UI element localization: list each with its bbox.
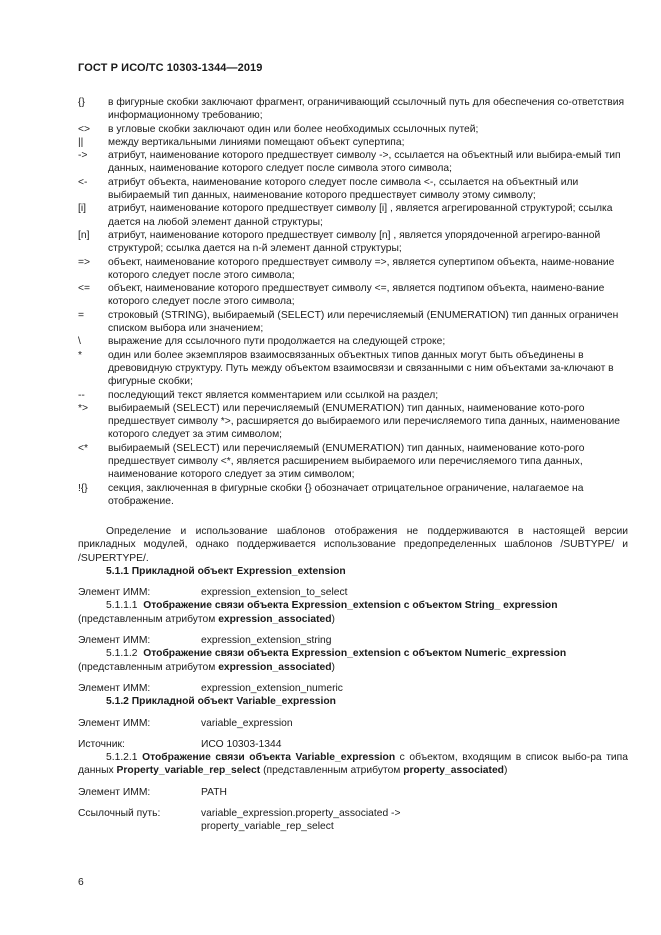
definition-symbol: <- [78,176,88,188]
definition-text: выбираемый (SELECT) или перечисляемый (ENUMERATION) тип данных, наименование кото-рого предшествует символу <*, является расширением выбираемого или перечисляемого типа данных, наименование которого следует за этим символом; [108,442,585,481]
definition-text: выражение для ссылочного пути продолжается на следующей строке; [108,336,446,348]
definition-text: один или более экземпляров взаимосвязанных объектных типов данных могут быть объединены в древовидную структуру. Путь между объектом взаимосвязи и связанными с ним объектами за-ключают в фигурные скобки; [108,349,614,388]
source-row [78,738,628,751]
definition-row [78,202,628,229]
clause-5-1-1-title: 5.1.1 Прикладной объект Expression_extension [106,565,346,577]
clause-text: (представленным атрибутом [78,613,219,625]
reference-path-label: Ссылочный путь: [78,808,161,820]
definition-text: между вертикальными линиями помещают объект супертипа; [108,136,405,148]
definition-symbol: !{} [78,482,88,494]
definition-row [78,96,628,123]
source-value: ИСО 10303-1344 [201,738,282,750]
definition-text: выбираемый (SELECT) или перечисляемый (ENUMERATION) тип данных, наименование кото-рого предшествует символу *>, расширяется до выбираемого или перечисляемого типа данных, наименование которого следует за этим символом; [108,402,621,441]
clause-5-1-2-title: 5.1.2 Прикладной объект Variable_expression [106,696,336,708]
imm-value: expression_extension_string [201,635,332,647]
clause-5-1-2-1 [78,751,628,778]
clause-number: 5.1.2.1 [106,752,138,764]
definition-symbol: *> [78,402,89,414]
clause-text: (представленным атрибутом [78,661,219,673]
definition-row [78,389,628,402]
imm-label: Элемент ИММ: [78,635,151,647]
definition-text: секция, заключенная в фигурные скобки {} обозначает отрицательное ограничение, налагаемое на отображение. [108,482,584,507]
definition-row [78,309,628,336]
imm-label: Элемент ИММ: [78,786,151,798]
definition-symbol: -- [78,389,85,401]
reference-path-value [201,807,400,834]
clause-text-end: ) [331,613,335,625]
definition-text: объект, наименование которого предшествует символу <=, является подтипом объекта, наимено-вание которого следует после этого символа; [108,283,605,308]
definition-row [78,256,628,283]
clause-heading: Отображение связи объекта Expression_extension с объектом Numeric_expression [143,648,567,660]
definition-symbol: * [78,349,83,361]
definition-text: атрибут объекта, наименование которого следует после символа <-, ссылается на объектный или выбираемый тип данных, наименование которого предшествует символу этому символу; [108,176,579,202]
reference-path-row [78,807,628,834]
imm-label: Элемент ИММ: [78,587,151,599]
definition-text: последующий текст является комментарием или ссылкой на раздел; [108,389,439,401]
imm-label: Элемент ИММ: [78,682,151,694]
definition-row [78,136,628,149]
clause-5-1-1-1 [78,599,628,612]
definition-text: атрибут, наименование которого предшествует символу [i] , является агрегированной структурой; ссылка дается на любой элемент данной структуры; [108,203,613,228]
definition-text: атрибут, наименование которого предшествует символу ->, ссылается на объектный или выбира-емый тип данных, наименование которого следует после символа этого символа; [108,150,621,175]
definition-row [78,176,628,203]
reference-path-line: variable_expression.property_associated -> [201,808,401,820]
definition-symbol: [n] [78,229,90,241]
definition-text: строковый (STRING), выбираемый (SELECT) или перечисляемый (ENUMERATION) тип данных ограничен списком выбора или значением; [108,309,619,335]
clause-number: 5.1.1.1 [106,600,138,612]
imm-value: PATH [201,786,227,798]
templates-note: Определение и использование шаблонов отображения не поддерживаются в настоящей версии прикладных модулей, однако поддерживается использование предопределенных шаблонов /SUBTYPE/ и /SUPERTYPE/. [78,526,628,564]
definition-row [78,442,628,482]
clause-5-1-1-1-rest [78,613,628,626]
definition-row [78,282,628,309]
definition-symbol: => [78,256,91,268]
clause-text: (представленным атрибутом [260,765,404,777]
clause-bold-type: Property_variable_rep_select [116,765,261,777]
symbol-definitions-list [78,96,628,508]
reference-path-line: property_variable_rep_select [201,821,334,833]
clause-heading: Отображение связи объекта Expression_extension с объектом String_ expression [143,600,558,612]
definition-symbol: <* [78,442,89,454]
imm-value: expression_extension_numeric [201,682,343,694]
clause-text-end: ) [503,765,508,777]
imm-element-row [78,682,628,695]
definition-text: атрибут, наименование которого предшествует символу [n] , является упорядоченной агрегиро-ванной структурой; ссылка дается на n-й элемент данной структуры; [108,229,601,255]
definition-symbol: [i] [78,203,87,215]
definition-row [78,482,628,509]
imm-element-row [78,586,628,599]
imm-label: Элемент ИММ: [78,717,151,729]
definition-symbol: = [78,309,85,321]
imm-value: variable_expression [201,717,293,729]
clause-text-end: ) [331,661,335,673]
clause-heading: Отображение связи объекта Variable_expression [142,752,396,764]
clause-5-1-1-2 [78,647,628,660]
imm-element-row [78,634,628,647]
clause-bold-attr: expression_associated [218,661,332,673]
definition-text: в угловые скобки заключают один или более необходимых ссылочных путей; [108,123,479,135]
clause-text: с объектом, входящим в список выбо-ра типа данных [78,752,628,777]
definition-text: объект, наименование которого предшествует символу =>, является супертипом объекта, наиме-нование которого следует после этого символа; [108,256,615,281]
imm-element-row [78,786,628,799]
definition-text: в фигурные скобки заключают фрагмент, ограничивающий ссылочный путь для обеспечения со-ответствия информационному требованию; [108,97,625,122]
document-body [78,525,628,834]
source-label: Источник: [78,738,125,750]
definition-row [78,402,628,442]
definition-row [78,149,628,176]
definition-symbol: <> [78,123,91,135]
page-number: 6 [78,877,84,888]
clause-bold-attr: expression_associated [218,613,332,625]
clause-5-1-1-2-rest [78,661,628,674]
document-header: ГОСТ Р ИСО/ТС 10303-1344—2019 [78,62,263,74]
definition-symbol: <= [78,283,91,295]
definition-symbol: || [78,136,84,148]
definition-row [78,349,628,389]
definition-row [78,229,628,256]
definition-symbol: -> [78,150,88,162]
definition-row [78,335,628,348]
definition-symbol: {} [78,97,85,108]
definition-symbol: \ [78,336,81,348]
clause-number: 5.1.1.2 [106,648,138,660]
clause-bold-attr: property_associated [403,765,504,777]
imm-element-row [78,717,628,730]
imm-value: expression_extension_to_select [201,587,348,599]
definition-row [78,123,628,136]
